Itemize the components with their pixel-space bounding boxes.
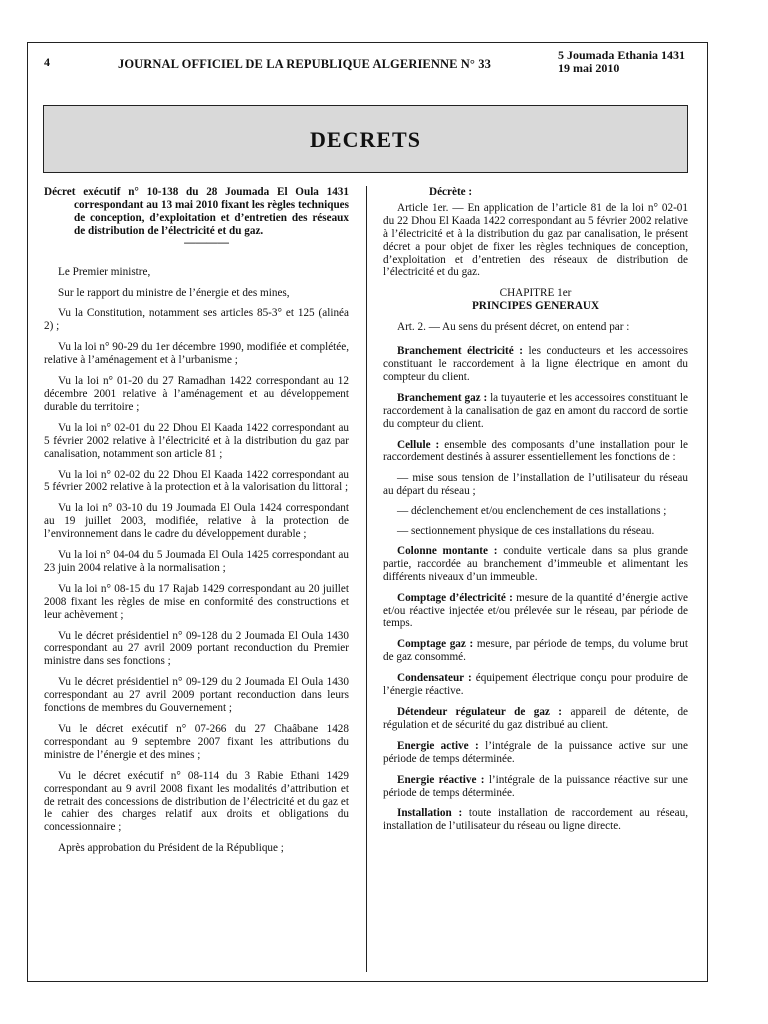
chapter-number: CHAPITRE 1er — [499, 287, 572, 300]
definition — [383, 740, 688, 766]
definition-term: Energie active : — [397, 739, 479, 752]
preamble-paragraph: Vu la loi n° 01-20 du 27 Ramadhan 1422 correspondant au 12 décembre 2001 relative à l’aménagement et au développement durable du territoire ; — [44, 375, 349, 413]
definition-term: Branchement gaz : — [397, 391, 488, 404]
left-column — [44, 186, 349, 863]
preamble-paragraph: Vu le décret présidentiel n° 09-128 du 2 Joumada El Oula 1430 correspondant au 27 avril 2009 portant reconduction du Premier ministre dans ses fonctions ; — [44, 629, 349, 668]
preamble-paragraph: Vu la loi n° 08-15 du 17 Rajab 1429 correspondant au 20 juillet 2008 fixant les règles de mise en conformité des constructions et leur achèvement ; — [44, 582, 349, 621]
definition — [383, 672, 688, 698]
definition-term: Détendeur régulateur de gaz : — [397, 706, 563, 718]
preamble-paragraph: Vu la loi n° 02-02 du 22 Dhou El Kaada 1422 correspondant au 5 février 2002 relative à la protection et à la valorisation du littoral ; — [44, 468, 349, 494]
title-separator: ———— — [184, 236, 229, 249]
decree-title: Décret exécutif n° 10-138 du 28 Joumada El Oula 1431 correspondant au 13 mai 2010 fixant les règles techniques de conception, d’exploitation et d’entretien des réseaux de distribution de l’électricité et du gaz. — [44, 186, 349, 237]
definition — [383, 345, 688, 384]
article-1: Article 1er. — En application de l’article 81 de la loi n° 02-01 du 22 Dhou El Kaada 1422 correspondant au 5 février 2002 relative à l’électricité et à la distribution du gaz par canalisation, le présent décret a pour objet de fixer les règles techniques de conception, d’exploitation et d’entretien des réseaux de distribution de l’électricité et du gaz. — [383, 201, 688, 279]
page-number: 4 — [44, 55, 50, 69]
definition-text: conduite verticale dans sa plus grande partie, raccordée au branchement d’immeuble et alimentant les différents niveaux d’un immeuble. — [383, 544, 688, 583]
definition — [383, 439, 688, 465]
preamble-paragraph: Vu le décret présidentiel n° 09-129 du 2 Joumada El Oula 1430 correspondant au 27 avril 2009 portant reconduction dans leurs fonctions de membres du Gouvernement ; — [44, 676, 349, 715]
definitions-b — [383, 545, 688, 833]
definition — [383, 592, 688, 631]
preamble-paragraph: Le Premier ministre, — [58, 265, 151, 278]
definition-text: équipement électrique conçu pour produire de l’énergie réactive. — [383, 672, 689, 698]
definition-text: l’intégrale de la puissance réactive sur une période de temps déterminée. — [383, 773, 688, 799]
preamble-paragraph: Vu la loi n° 04-04 du 5 Joumada El Oula 1425 correspondant au 23 juin 2004 relative à la normalisation ; — [44, 549, 349, 574]
preamble-paragraph: Après approbation du Président de la République ; — [58, 842, 284, 855]
definition — [383, 392, 688, 431]
cellule-functions — [383, 472, 688, 538]
column-divider — [366, 186, 367, 972]
running-header — [27, 42, 708, 85]
definition-text: ensemble des composants d’une installation pour le raccordement destinés à assurer essentiellement les fonctions de : — [383, 438, 688, 464]
preamble-paragraph: Vu la loi n° 02-01 du 22 Dhou El Kaada 1422 correspondant au 5 février 2002 relative à l’électricité et à la distribution du gaz par canalisation, notamment son article 81 ; — [44, 421, 349, 460]
definition-text: appareil de détente, de régulation et de sécurité du gaz distribué au client. — [383, 706, 689, 731]
definition-term: Installation : — [397, 807, 463, 820]
cellule-function-item: — mise sous tension de l’installation de l’utilisateur du réseau au départ du réseau ; — [383, 472, 688, 498]
definition-term: Comptage d’électricité : — [397, 591, 513, 604]
section-title: DECRETS — [310, 127, 421, 152]
preamble-paragraph: Vu la loi n° 03-10 du 19 Joumada El Oula 1424 correspondant au 19 juillet 2003, modifiée, relative à la protection de l’environnement dans le cadre du développement durable ; — [44, 502, 349, 541]
preamble-paragraph: Vu la loi n° 90-29 du 1er décembre 1990, modifiée et complétée, relative à l’aménagement et à l’urbanisme ; — [44, 341, 349, 367]
definition — [383, 638, 688, 664]
definition-term: Cellule : — [397, 438, 440, 451]
definition-term: Condensateur : — [397, 672, 472, 685]
definition-text: mesure, par période de temps, du volume brut de gaz consommé. — [383, 638, 688, 664]
issue-date — [558, 49, 685, 75]
definition — [383, 774, 688, 800]
definition-text: toute installation de raccordement au réseau, installation de l’utilisateur du réseau ou ligne directe. — [383, 807, 688, 833]
cellule-function-item: — déclenchement et/ou enclenchement de ces installations ; — [397, 505, 667, 518]
definition — [383, 807, 688, 833]
section-banner — [43, 105, 688, 173]
right-column — [383, 186, 688, 841]
preamble-paragraph: Vu le décret exécutif n° 07-266 du 27 Chaâbane 1428 correspondant au 9 septembre 2007 fixant les attributions du ministre de l’énergie et des mines ; — [44, 723, 349, 761]
preamble-paragraph: Sur le rapport du ministre de l’énergie et des mines, — [58, 286, 290, 299]
date-gregorian: 19 mai 2010 — [558, 61, 620, 75]
journal-title: JOURNAL OFFICIEL DE LA REPUBLIQUE ALGERIENNE N° 33 — [118, 57, 491, 71]
date-hijri: 5 Joumada Ethania 1431 — [558, 48, 686, 62]
definition-term: Energie réactive : — [397, 773, 485, 786]
definition — [383, 706, 688, 732]
definition-text: mesure de la quantité d’énergie active et/ou réactive injectée et/ou prélevée sur le réseau, par période de temps. — [383, 591, 688, 630]
article-2: Art. 2. — Au sens du présent décret, on entend par : — [397, 321, 630, 334]
definition — [383, 545, 688, 584]
definition-term: Colonne montante : — [397, 544, 498, 557]
definitions-a — [383, 345, 688, 464]
preamble-paragraph: Vu le décret exécutif n° 08-114 du 3 Rabie Ethani 1429 correspondant au 9 avril 2008 fixant les modalités d’attribution et de retrait des concessions de distribution de l’électricité et du gaz et le cahier des charges relatif aux droits et obligations du concessionnaire ; — [44, 769, 349, 834]
chapter-title: PRINCIPES GENERAUX — [471, 300, 600, 313]
definition-text: l’intégrale de la puissance active sur une période de temps déterminée. — [383, 739, 688, 765]
definition-term: Branchement électricité : — [397, 345, 523, 358]
decrete-heading: Décrète : — [429, 186, 473, 198]
cellule-function-item: — sectionnement physique de ces installations du réseau. — [397, 525, 655, 538]
definition-text: la tuyauterie et les accessoires constituant le raccordement à la canalisation de gaz en amont du raccord de sortie du compteur du client. — [383, 391, 688, 430]
preamble-paragraph: Vu la Constitution, notamment ses articles 85-3° et 125 (alinéa 2) ; — [44, 307, 349, 333]
definition-term: Comptage gaz : — [397, 638, 474, 651]
definition-text: les conducteurs et les accessoires constituant le raccordement à la ligne électrique en amont du compteur du client. — [383, 345, 688, 383]
preamble — [44, 266, 349, 856]
